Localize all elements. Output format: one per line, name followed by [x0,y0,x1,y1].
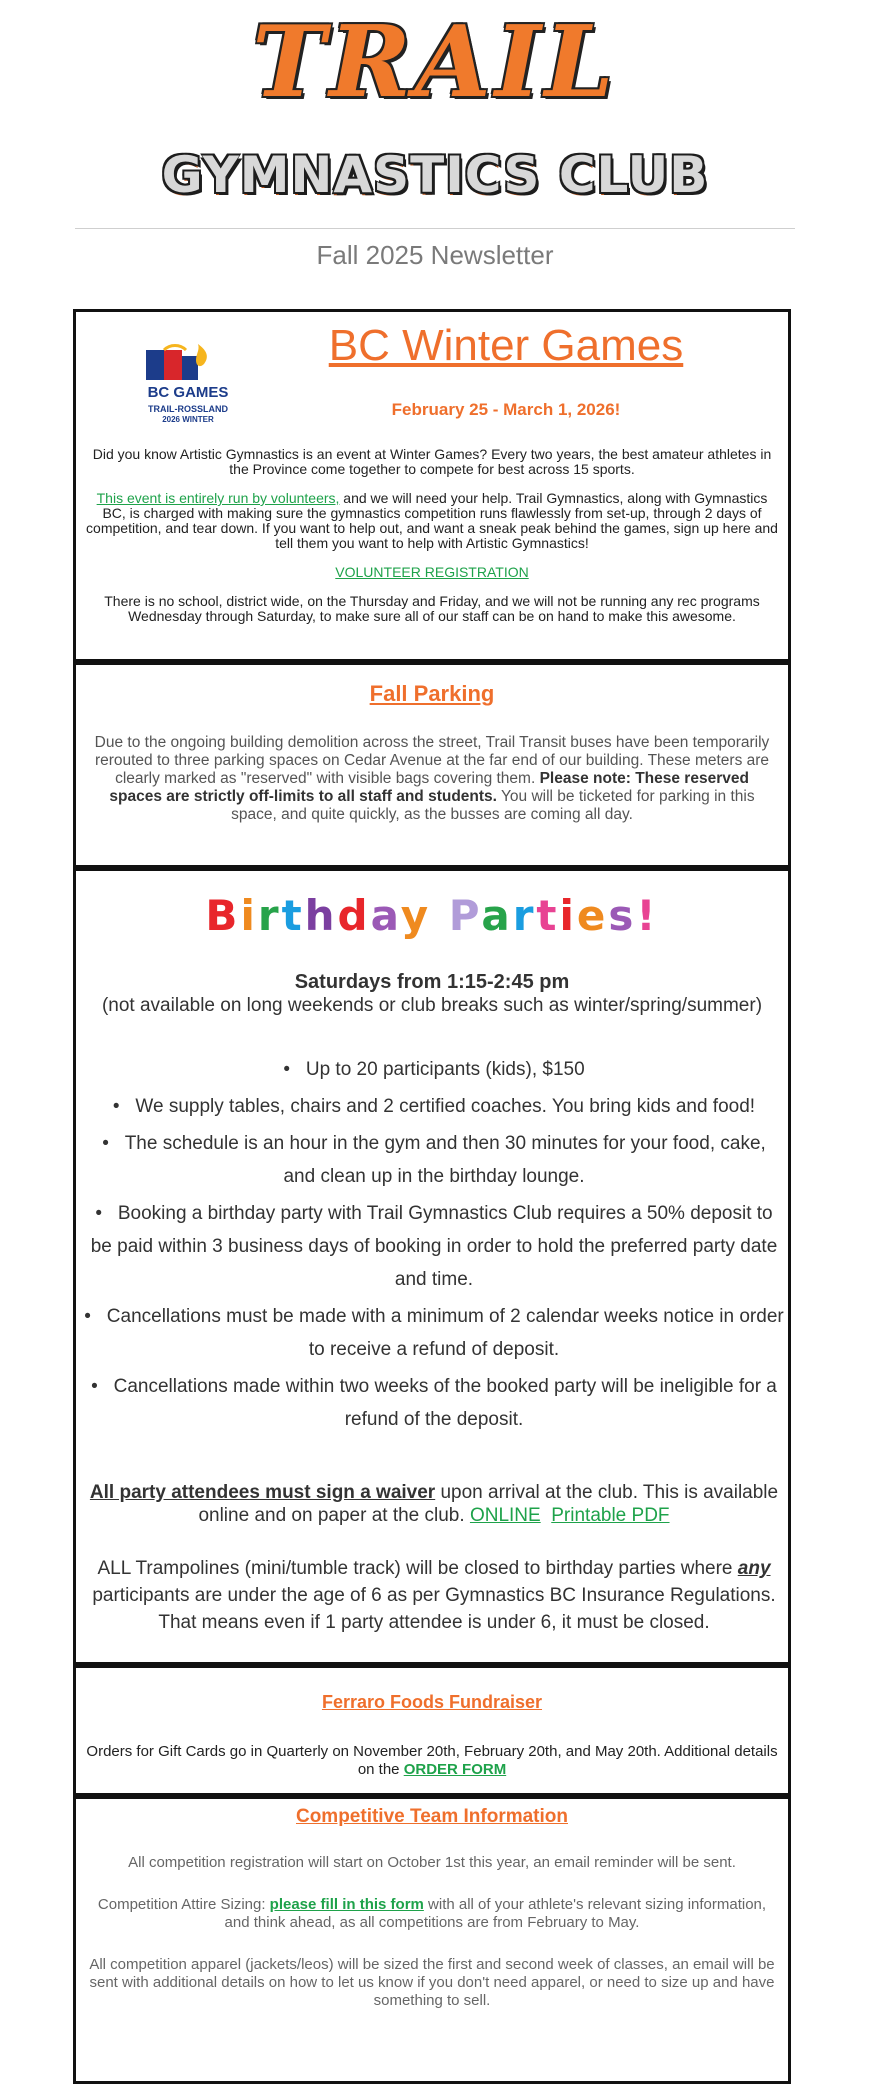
birthday-list-item-text: We supply tables, chairs and 2 certified coaches. You bring kids and food! [135,1096,756,1117]
birthday-title-letter: a [370,891,401,940]
competitive-team-title: Competitive Team Information [295,1806,568,1827]
waiver-requirement: All party attendees must sign a waiver [89,1482,436,1503]
birthday-parties-title [76,891,788,940]
bullet-icon: • [91,1376,114,1397]
trampoline-notice [84,1555,784,1636]
ferraro-fundraiser-title: Ferraro Foods Fundraiser [321,1692,543,1712]
fall-parking-section [73,662,791,868]
birthday-title-letter: e [576,891,609,940]
birthday-list-item [84,1090,784,1123]
birthday-list-item-text: Cancellations must be made with a minimum of 2 calendar weeks notice in order to receive a refund of deposit. [106,1306,784,1360]
parking-text-end: You will be ticketed for parking in this space, and quite quickly, as the busses are coming all day. [231,788,755,823]
birthday-list-item [84,1053,784,1086]
bullet-icon: • [283,1059,306,1080]
waiver-online-link[interactable]: ONLINE [469,1505,541,1526]
ferraro-fundraiser-body [86,1743,778,1779]
sizing-form-link[interactable]: please fill in this form [269,1896,424,1913]
ferraro-fundraiser-section [73,1665,791,1796]
trampoline-emphasis: any [737,1558,771,1579]
bullet-icon: • [95,1203,118,1224]
birthday-parties-section [73,868,791,1665]
birthday-title-letter [431,891,449,940]
birthday-title-letter: i [240,891,258,940]
birthday-schedule: Saturdays from 1:15-2:45 pm [294,971,570,993]
bc-games-logo [128,342,248,432]
bc-games-logo-location: TRAIL-ROSSLAND [148,404,228,414]
parking-warning: Please note: These reserved spaces are strictly off-limits to all staff and students. [109,770,749,805]
winter-games-title: BC Winter Games [328,321,684,370]
masthead [0,0,870,225]
bc-games-logo-year: 2026 WINTER [162,415,214,424]
birthday-list-item-text: Cancellations made within two weeks of the booked party will be ineligible for a refund of the deposit. [113,1376,777,1430]
birthday-list-item [84,1127,784,1193]
waiver-text: upon arrival at the club. This is available online and on paper at the club. [198,1482,779,1526]
bullet-icon: • [102,1133,125,1154]
competition-apparel-note: All competition apparel (jackets/leos) will be sized the first and second week of classes, an email will be sent with additional details on how to let us know if you don't need apparel, or need to size up and have something to sell. [89,1956,775,2009]
volunteer-paragraph-text: and we will need your help. Trail Gymnastics, along with Gymnastics BC, is charged with making sure the gymnastics competition runs flawlessly from set-up, through 2 days of competition, and tear down. If you want to help out, and want a sneak peak behind the games, sign up here and tell them you want to help with Artistic Gymnastics! [86,490,778,551]
birthday-title-letter: d [337,891,371,940]
waiver-pdf-link[interactable]: Printable PDF [551,1505,670,1526]
club-logo-name: GYMNASTICS CLUB [161,146,709,204]
attire-sizing-text: with all of your athlete's relevant sizing information, and think ahead, as all competitions are from February to May. [224,1896,767,1931]
birthday-schedule-note: (not available on long weekends or club breaks such as winter/spring/summer) [101,995,763,1016]
birthday-list-item [84,1197,784,1296]
attire-sizing-label: Competition Attire Sizing: [97,1896,270,1913]
winter-games-section [73,309,791,662]
competitive-team-section [73,1796,791,2084]
trampoline-text-end: participants are under the age of 6 as per Gymnastics BC Insurance Regulations. That means even if 1 party attendee is under 6, it must be closed. [92,1585,776,1633]
volunteers-link[interactable]: This event is entirely run by volunteers, [96,490,340,506]
birthday-title-letter: r [257,891,282,940]
flame-flag-icon [140,342,220,382]
volunteer-registration-link[interactable]: VOLUNTEER REGISTRATION [335,564,529,580]
newsletter-title: Fall 2025 Newsletter [316,240,554,270]
birthday-details-list [84,1053,784,1440]
header-divider [75,228,795,229]
competition-registration-note: All competition registration will start on October 1st this year, an email reminder will be sent. [128,1854,736,1871]
attire-sizing-paragraph [86,1896,778,1932]
birthday-title-letter: ! [636,891,659,940]
birthday-title-letter: h [304,891,338,940]
winter-games-dates: February 25 - March 1, 2026! [391,400,621,419]
bullet-icon: • [84,1306,107,1327]
bullet-icon: • [112,1096,136,1117]
winter-games-intro: Did you know Artistic Gymnastics is an event at Winter Games? Every two years, the best amateur athletes in the Province come together to compete for best across 15 sports. [92,446,772,477]
birthday-title-letter: r [512,891,537,940]
birthday-title-letter: t [536,891,560,940]
birthday-list-item [84,1370,784,1436]
birthday-list-item-text: The schedule is an hour in the gym and then 30 minutes for your food, cake, and clean up in the birthday lounge. [124,1133,766,1187]
birthday-title-letter: a [481,891,513,940]
volunteer-registration-row [84,565,780,580]
trampoline-text-start: ALL Trampolines (mini/tumble track) will be closed to birthday parties where [97,1558,738,1579]
birthday-title-letter: t [281,891,305,940]
ferraro-text: Orders for Gift Cards go in Quarterly on November 20th, February 20th, and May 20th. Additional details on the [86,1743,778,1778]
birthday-list-item-text: Booking a birthday party with Trail Gymnastics Club requires a 50% deposit to be paid within 3 business days of booking in order to hold the preferred party date and time. [90,1203,778,1290]
fall-parking-title: Fall Parking [369,681,495,706]
birthday-title-letter: s [608,891,637,940]
club-logo-trail: TRAIL [252,5,618,120]
parking-text-start: Due to the ongoing building demolition across the street, Trail Transit buses have been temporarily rerouted to three parking spaces on Cedar Avenue at the far end of our building. These meters are clearly marked as "reserved" with visible bags covering them. [94,734,770,787]
birthday-list-item [84,1300,784,1366]
birthday-title-letter: P [448,891,482,940]
birthday-title-letter: i [559,891,577,940]
birthday-title-letter: B [205,891,241,940]
winter-games-closure-note: There is no school, district wide, on the Thursday and Friday, and we will not be running any rec programs Wednesday through Saturday, to make sure all of our staff can be on hand to make this awesome. [104,593,760,624]
fall-parking-body [88,734,776,824]
birthday-title-letter: y [400,891,432,940]
winter-games-body [84,447,780,638]
bc-games-logo-name: BC GAMES [147,384,229,401]
winter-games-volunteer-paragraph [84,491,780,551]
birthday-list-item-text: Up to 20 participants (kids), $150 [305,1059,585,1080]
competitive-team-body [86,1854,778,2034]
order-form-link[interactable]: ORDER FORM [403,1761,507,1778]
waiver-paragraph [84,1481,784,1527]
